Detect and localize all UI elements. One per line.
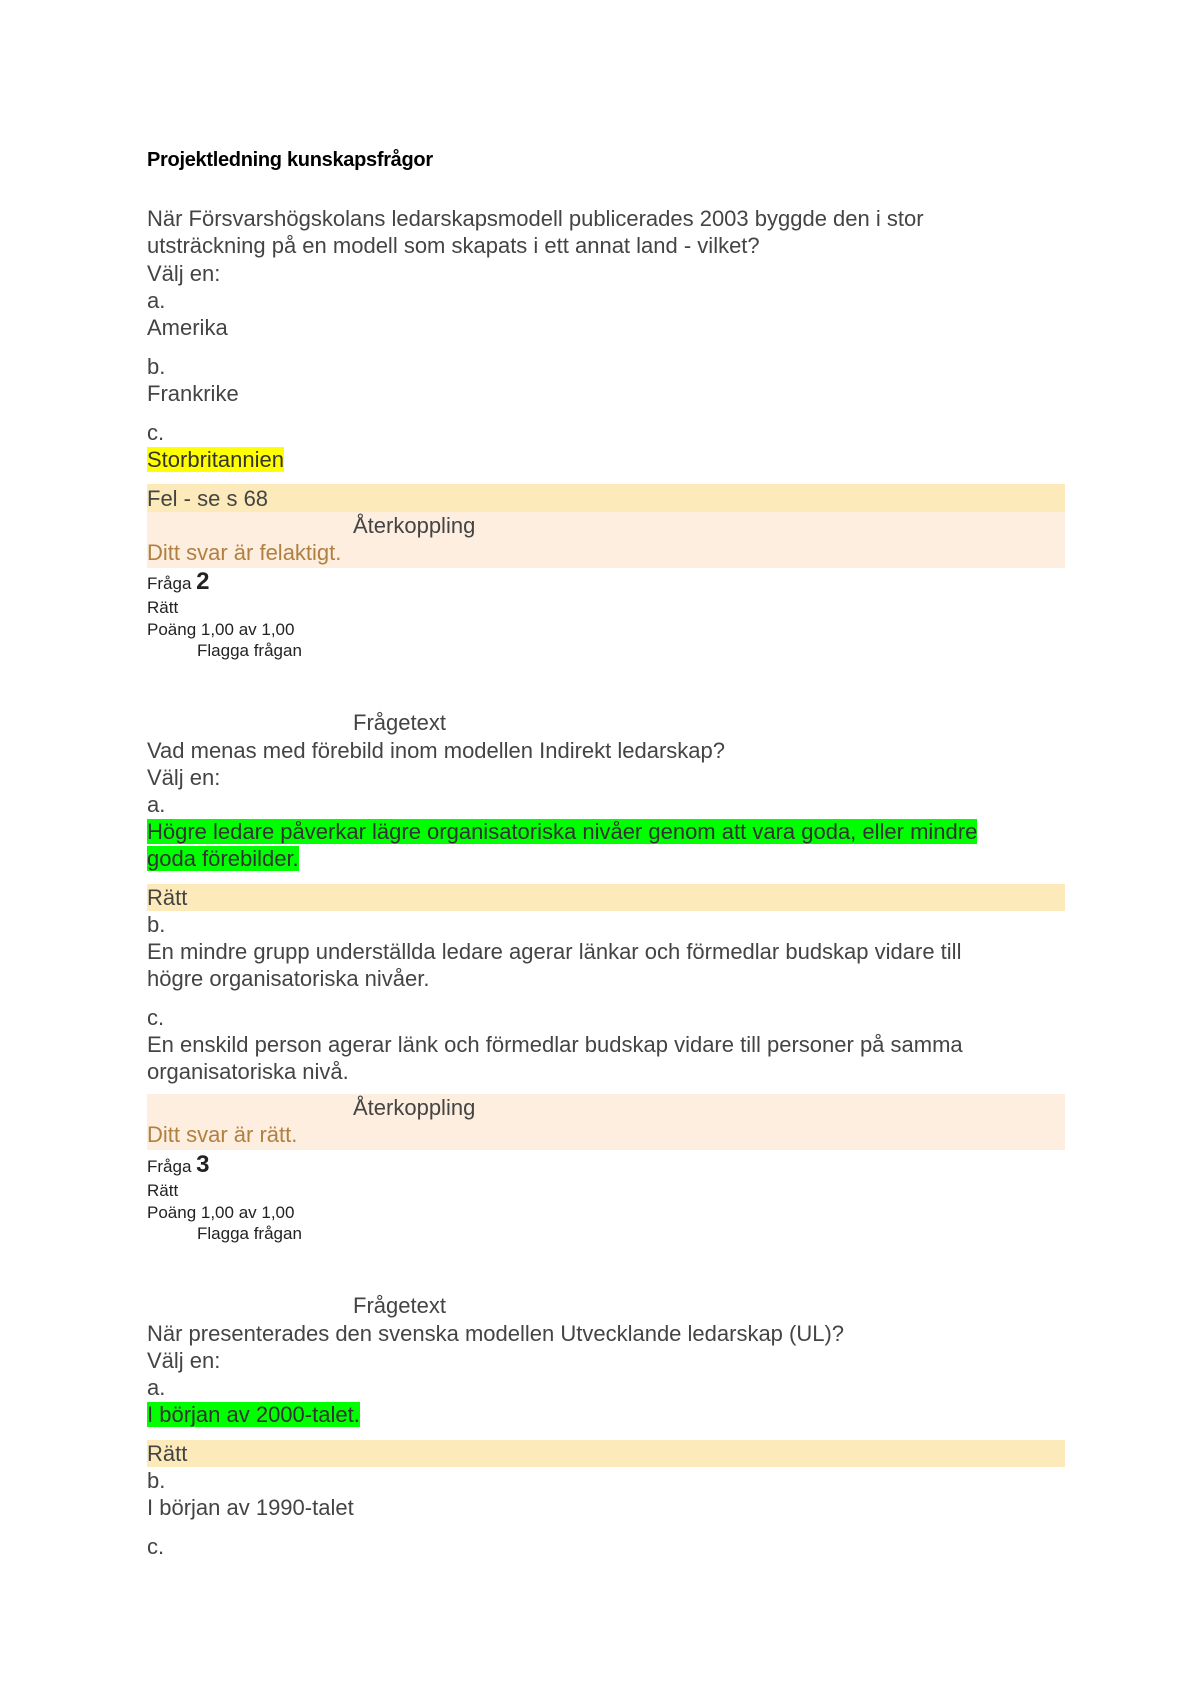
q2-choose-label: Välj en:	[147, 765, 221, 790]
q2-label: Fråga	[147, 574, 192, 593]
q2-option-a-line2[interactable]	[147, 845, 299, 872]
q3-text-heading: Frågetext	[353, 1293, 446, 1318]
q2-number: 2	[196, 568, 210, 595]
q1-option-c-letter: c.	[147, 420, 165, 445]
q1-option-b-text[interactable]: Frankrike	[147, 381, 239, 406]
q2-option-b-line2[interactable]: högre organisatoriska nivåer.	[147, 966, 430, 991]
q1-question: När Försvarshögskolans ledarskapsmodell publicerades 2003 byggde den i stor utsträckning på en modell som skapats i ett annat land - vilket?	[147, 206, 924, 258]
q3-label: Fråga	[147, 1157, 192, 1176]
q2-status: Rätt	[147, 598, 179, 617]
q2-option-c-letter: c.	[147, 1005, 165, 1030]
q3-note: Rätt	[147, 1441, 188, 1466]
q3-option-a-text[interactable]	[147, 1401, 360, 1428]
q3-option-c-letter: c.	[147, 1534, 165, 1559]
document-title: Projektledning kunskapsfrågor	[147, 149, 433, 171]
q3-points: Poäng 1,00 av 1,00	[147, 1203, 295, 1222]
q2-option-a-highlight-1: Högre ledare påverkar lägre organisatoriska nivåer genom att vara goda, eller mindre	[147, 819, 978, 844]
q2-question: Vad menas med förebild inom modellen Indirekt ledarskap?	[147, 738, 726, 763]
q1-option-c-highlight: Storbritannien	[147, 447, 284, 472]
q2-option-c-line1[interactable]: En enskild person agerar länk och förmedlar budskap vidare till personer på samma	[147, 1032, 963, 1057]
q3-number: 3	[196, 1151, 210, 1178]
q2-feedback-text: Ditt svar är rätt.	[147, 1122, 298, 1147]
q3-choose-label: Välj en:	[147, 1348, 221, 1373]
q3-option-b-text[interactable]: I början av 1990-talet	[147, 1495, 354, 1520]
q3-option-a-highlight: I början av 2000-talet.	[147, 1402, 360, 1427]
q3-status: Rätt	[147, 1181, 179, 1200]
q1-option-b-letter: b.	[147, 354, 166, 379]
q3-note-band	[147, 1440, 1065, 1467]
q3-option-b-letter: b.	[147, 1468, 166, 1493]
q2-option-a-letter: a.	[147, 792, 166, 817]
q2-option-b-line1[interactable]: En mindre grupp underställda ledare agerar länkar och förmedlar budskap vidare till	[147, 939, 962, 964]
q2-option-a-highlight-2: goda förebilder.	[147, 846, 299, 871]
q1-note: Fel - se s 68	[147, 486, 269, 511]
q3-flag-link[interactable]: Flagga frågan	[197, 1224, 302, 1243]
q1-note-band	[147, 484, 1065, 512]
q2-option-c-line2[interactable]: organisatoriska nivå.	[147, 1059, 349, 1084]
q3-header	[147, 1151, 210, 1179]
q2-feedback-heading: Återkoppling	[353, 1095, 476, 1120]
q2-option-a-line1[interactable]	[147, 818, 977, 845]
q1-feedback-heading: Återkoppling	[353, 513, 476, 538]
q3-question: När presenterades den svenska modellen Utvecklande ledarskap (UL)?	[147, 1321, 845, 1346]
q1-option-c-text[interactable]	[147, 446, 284, 473]
q1-feedback-text: Ditt svar är felaktigt.	[147, 540, 342, 565]
q2-note: Rätt	[147, 885, 188, 910]
q2-flag-link[interactable]: Flagga frågan	[197, 641, 302, 660]
q2-header	[147, 568, 210, 596]
q1-option-a-letter: a.	[147, 288, 166, 313]
q1-choose-label: Välj en:	[147, 261, 221, 286]
q3-option-a-letter: a.	[147, 1375, 166, 1400]
q2-option-b-letter: b.	[147, 912, 166, 937]
q2-text-heading: Frågetext	[353, 710, 446, 735]
q2-points: Poäng 1,00 av 1,00	[147, 620, 295, 639]
q1-option-a-text[interactable]: Amerika	[147, 315, 228, 340]
q2-note-band	[147, 884, 1065, 911]
